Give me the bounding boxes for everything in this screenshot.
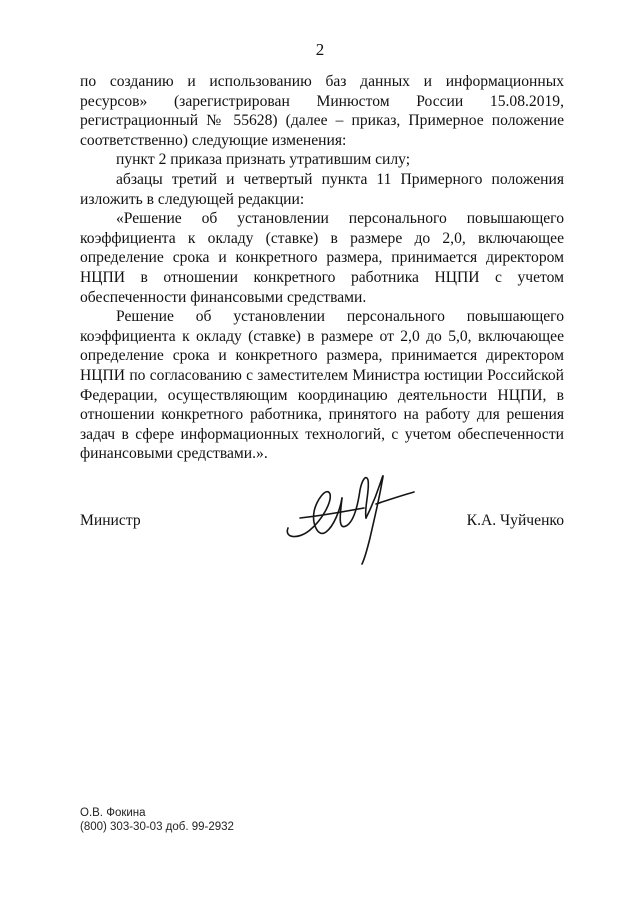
- executor-name: О.В. Фокина: [80, 807, 146, 819]
- paragraph-quoted-decision-2: Решение об установлении персонального повышающего коэффициента к окладу (ставке) в размере от 2,0 до 5,0, включающее определение срока и конкретного размера, принимается директором НЦПИ по согласованию с заместителем Министра юстиции Российской Федерации, осуществляющим координацию деятельности НЦПИ, в отношении конкретного работника, принятого на работу для решения задач в сфере информационных технологий, с учетом обеспеченности финансовыми средствами.».: [80, 308, 564, 463]
- paragraph-item-2: пункт 2 приказа признать утратившим силу;: [116, 151, 411, 169]
- paragraph-item-11-intro: абзацы третий и четвертый пункта 11 Примерного положения изложить в следующей редакции:: [80, 170, 564, 208]
- signatory-title: Министр: [80, 512, 141, 529]
- executor-phone: (800) 303-30-03 доб. 99-2932: [80, 821, 234, 833]
- paragraph-intro-continuation: по созданию и использованию баз данных и информационных ресурсов» (зарегистрирован Минюстом России 15.08.2019, регистрационный № 55628) (далее – приказ, Примерное положение соответственно) следующие изменения:: [80, 73, 564, 149]
- document-body: [80, 72, 564, 464]
- paragraph-quoted-decision-1: «Решение об установлении персонального повышающего коэффициента к окладу (ставке) в размере до 2,0, включающее определение срока и конкретного размера, принимается директором НЦПИ в отношении конкретного работника НЦПИ с учетом обеспеченности финансовыми средствами.: [80, 210, 564, 306]
- handwritten-signature: [280, 460, 420, 565]
- executor-info: [80, 806, 234, 834]
- signatory-name: К.А. Чуйченко: [466, 512, 564, 529]
- page-number: 2: [315, 40, 325, 59]
- signature-block: [80, 505, 564, 565]
